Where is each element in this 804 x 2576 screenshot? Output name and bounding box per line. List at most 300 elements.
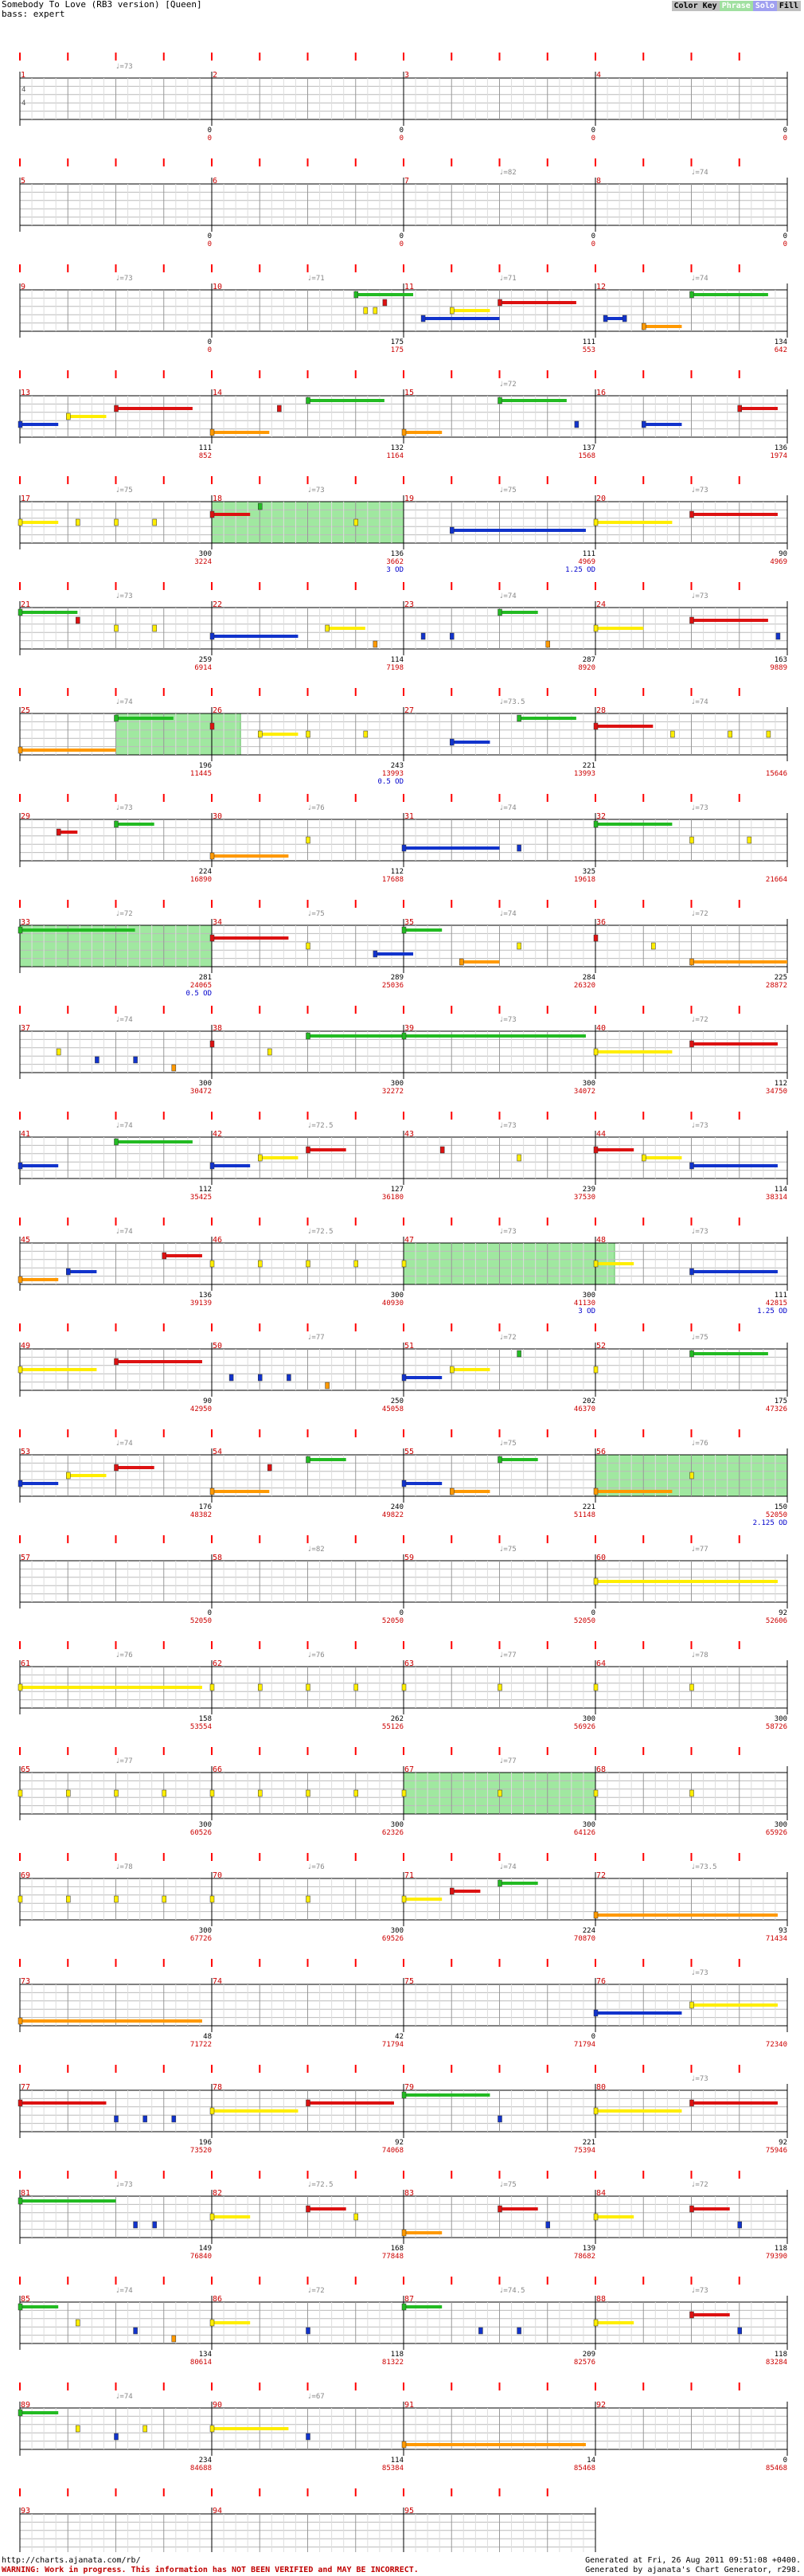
note-gem <box>728 731 732 737</box>
note-gem <box>450 1488 454 1495</box>
measure-note-score: 202 <box>582 1397 595 1405</box>
tempo-label: ♩=72 <box>499 381 517 389</box>
measure-note-score: 112 <box>198 1186 212 1194</box>
note-gem <box>18 1163 22 1169</box>
note-gem <box>402 1790 406 1796</box>
note-gem <box>210 511 214 518</box>
tempo-label: ♩=72 <box>307 2287 325 2295</box>
note-gem <box>210 2320 214 2326</box>
measure-note-score: 300 <box>582 1821 595 1829</box>
note-gem <box>402 429 406 436</box>
cumulative-score: 64126 <box>573 1829 595 1837</box>
note-gem <box>18 1480 22 1487</box>
note-gem <box>115 821 119 827</box>
note-sustain <box>327 627 365 630</box>
note-sustain <box>500 301 576 304</box>
tempo-label: ♩=74 <box>499 1863 517 1871</box>
note-gem <box>210 723 214 729</box>
cumulative-score: 77848 <box>381 2253 404 2261</box>
measure-note-score: 163 <box>774 656 787 664</box>
note-gem <box>575 421 579 428</box>
measure-note-score: 196 <box>198 2139 212 2147</box>
note-sustain <box>20 1164 58 1167</box>
chart-row <box>20 1006 787 1079</box>
cumulative-score: 0 <box>399 135 404 143</box>
measure-number: 22 <box>213 600 223 609</box>
footer-generator: Generated by ajanata's Chart Generator, r298. <box>585 2566 801 2574</box>
tempo-label: ♩=76 <box>115 1652 133 1659</box>
measure-note-score: 221 <box>582 2139 595 2147</box>
note-sustain <box>20 1368 96 1371</box>
cumulative-score: 52050 <box>381 1617 404 1625</box>
measure-note-score: 0 <box>783 2457 787 2465</box>
measure-number: 4 <box>596 71 602 80</box>
tempo-label: ♩=75 <box>499 487 517 494</box>
note-sustain <box>308 1034 404 1038</box>
note-gem <box>57 1049 60 1055</box>
cumulative-score: 0 <box>399 240 404 248</box>
chart-row <box>18 900 787 973</box>
cumulative-score: 75946 <box>765 2147 787 2155</box>
note-gem <box>690 1041 694 1047</box>
cumulative-score: 8920 <box>578 664 595 672</box>
measure-note-score: 127 <box>390 1186 404 1194</box>
measure-number: 53 <box>21 1448 31 1456</box>
note-gem <box>440 1147 444 1153</box>
cumulative-score: 79390 <box>765 2253 787 2261</box>
chart-row <box>20 264 787 338</box>
tempo-label: ♩=72.5 <box>307 2181 334 2189</box>
note-gem <box>115 1790 119 1796</box>
note-sustain <box>20 928 135 932</box>
note-sustain <box>595 2011 681 2015</box>
measure-note-score: 262 <box>390 1715 404 1723</box>
note-sustain <box>212 513 250 516</box>
measure-number: 49 <box>21 1342 31 1351</box>
cumulative-score: 72340 <box>765 2041 787 2049</box>
chart-row <box>20 158 787 232</box>
note-gem <box>402 2230 406 2236</box>
cumulative-score: 21664 <box>765 876 787 884</box>
note-gem <box>603 315 607 322</box>
measure-number: 68 <box>596 1765 607 1774</box>
note-gem <box>450 527 454 534</box>
measure-number: 3 <box>404 71 410 80</box>
note-gem <box>210 1684 214 1691</box>
note-sustain <box>404 2443 586 2446</box>
tempo-label: ♩=76 <box>307 1652 325 1659</box>
note-gem <box>258 503 262 510</box>
cumulative-score: 71794 <box>381 2041 404 2049</box>
tempo-label: ♩=74 <box>499 592 517 600</box>
measure-note-score: 114 <box>390 656 404 664</box>
note-gem <box>306 731 310 737</box>
note-gem <box>267 1049 271 1055</box>
cumulative-score: 81322 <box>381 2359 404 2367</box>
note-gem <box>18 747 22 753</box>
chart-row <box>18 476 787 549</box>
note-sustain <box>643 423 681 426</box>
measure-note-score: 239 <box>582 1186 595 1194</box>
measure-number: 70 <box>213 1871 223 1880</box>
note-gem <box>402 927 406 933</box>
measure-number: 82 <box>213 2189 223 2198</box>
tempo-label: ♩=76 <box>307 804 325 812</box>
note-gem <box>306 1261 310 1267</box>
chart-row <box>18 1747 787 1820</box>
measure-number: 8 <box>596 177 602 186</box>
measure-number: 54 <box>213 1448 223 1456</box>
measure-note-score: 93 <box>779 1927 787 1935</box>
note-sustain <box>595 1050 672 1053</box>
song-title: Somebody To Love (RB3 version) [Queen] <box>2 0 202 10</box>
measure-note-score: 118 <box>774 2245 787 2253</box>
measure-note-score: 111 <box>774 1292 787 1300</box>
cumulative-score: 16890 <box>189 876 212 884</box>
note-gem <box>594 2108 598 2114</box>
note-gem <box>18 927 22 933</box>
cumulative-score: 19618 <box>573 876 595 884</box>
measure-note-score: 139 <box>582 2245 595 2253</box>
measure-number: 31 <box>404 812 415 821</box>
measure-number: 62 <box>213 1659 223 1668</box>
measure-number: 21 <box>21 600 31 609</box>
measure-number: 5 <box>21 177 26 186</box>
note-gem <box>498 1684 502 1691</box>
note-gem <box>95 1057 99 1063</box>
cumulative-score: 52606 <box>765 1617 787 1625</box>
overdrive-label: 1.25 OD <box>565 566 595 574</box>
note-gem <box>517 715 521 721</box>
measure-note-score: 300 <box>198 1080 212 1088</box>
measure-note-score: 300 <box>774 1715 787 1723</box>
note-sustain <box>595 1913 778 1917</box>
cumulative-score: 58726 <box>765 1723 787 1731</box>
cumulative-score: 55126 <box>381 1723 404 1731</box>
note-gem <box>172 2116 176 2122</box>
measure-note-score: 325 <box>582 868 595 876</box>
note-sustain <box>356 293 413 296</box>
note-gem <box>162 1896 166 1902</box>
cumulative-score: 4969 <box>770 558 787 566</box>
note-gem <box>115 1139 119 1145</box>
cumulative-score: 38314 <box>765 1194 787 1202</box>
note-gem <box>143 2116 147 2122</box>
note-sustain <box>692 960 788 964</box>
tempo-label: ♩=73 <box>691 592 708 600</box>
chart-row <box>20 794 787 867</box>
footer-url[interactable]: http://charts.ajanata.com/rb/ <box>2 2556 141 2565</box>
tempo-label: ♩=77 <box>691 1546 708 1554</box>
note-gem <box>402 1684 406 1691</box>
tempo-label: ♩=73 <box>499 1122 517 1130</box>
measure-note-score: 149 <box>198 2245 212 2253</box>
measure-number: 83 <box>404 2189 415 2198</box>
note-sustain <box>58 831 77 834</box>
note-gem <box>450 307 454 314</box>
note-gem <box>66 1896 70 1902</box>
tempo-label: ♩=72 <box>115 910 133 918</box>
note-gem <box>18 2304 22 2310</box>
tempo-label: ♩=72 <box>691 910 708 918</box>
note-gem <box>134 1057 138 1063</box>
cumulative-score: 25036 <box>381 982 404 990</box>
measure-number: 65 <box>21 1765 31 1774</box>
cumulative-score: 26320 <box>573 982 595 990</box>
note-gem <box>517 845 521 851</box>
note-gem <box>421 633 425 639</box>
note-sustain <box>116 1140 193 1143</box>
note-gem <box>18 2100 22 2106</box>
chart-row <box>18 2383 787 2456</box>
note-gem <box>306 2100 310 2106</box>
note-gem <box>287 1374 291 1381</box>
note-gem <box>383 299 387 306</box>
measure-note-score: 112 <box>774 1080 787 1088</box>
note-sustain <box>308 399 384 402</box>
tempo-label: ♩=75 <box>307 910 325 918</box>
measure-number: 48 <box>596 1236 607 1245</box>
measure-note-score: 0 <box>591 2033 595 2041</box>
note-sustain <box>20 749 116 752</box>
measure-note-score: 196 <box>198 762 212 770</box>
note-sustain <box>116 1360 202 1363</box>
note-sustain <box>643 1156 681 1159</box>
color-key-solo: Solo <box>753 1 777 11</box>
cumulative-score: 32272 <box>381 1088 404 1096</box>
note-sustain <box>692 513 778 516</box>
note-gem <box>373 641 377 647</box>
cumulative-score: 65926 <box>765 1829 787 1837</box>
note-gem <box>594 2320 598 2326</box>
note-sustain <box>116 717 174 720</box>
note-sustain <box>260 1156 298 1159</box>
cumulative-score: 84688 <box>189 2465 212 2472</box>
note-gem <box>210 2108 214 2114</box>
note-gem <box>402 1374 406 1381</box>
note-sustain <box>116 1466 154 1469</box>
note-gem <box>517 1351 521 1357</box>
note-gem <box>670 731 674 737</box>
note-sustain <box>260 733 298 736</box>
measure-number: 7 <box>404 177 410 186</box>
cumulative-score: 45058 <box>381 1405 404 1413</box>
cumulative-score: 49822 <box>381 1511 404 1519</box>
difficulty-label: bass: expert <box>2 9 65 19</box>
note-gem <box>18 519 22 526</box>
note-gem <box>115 2116 119 2122</box>
note-gem <box>594 519 598 526</box>
tempo-label: ♩=67 <box>307 2393 325 2401</box>
note-gem <box>258 1261 262 1267</box>
note-gem <box>690 837 694 843</box>
footer-warning: WARNING: Work in progress. This information has NOT BEEN VERIFIED and MAY BE INCORRECT. <box>2 2566 419 2574</box>
cumulative-score: 1164 <box>386 452 404 460</box>
note-sustain <box>500 1882 538 1885</box>
measure-note-score: 134 <box>774 338 787 346</box>
note-sustain <box>451 741 490 744</box>
measure-number: 88 <box>596 2295 607 2304</box>
measure-note-score: 118 <box>390 2351 404 2359</box>
cumulative-score: 3662 <box>386 558 404 566</box>
cumulative-score: 53554 <box>189 1723 212 1731</box>
measure-number: 66 <box>213 1765 223 1774</box>
note-sustain <box>68 415 106 418</box>
note-gem <box>162 1790 166 1796</box>
measure-number: 64 <box>596 1659 607 1668</box>
cumulative-score: 51148 <box>573 1511 595 1519</box>
note-gem <box>402 1480 406 1487</box>
note-sustain <box>164 1254 202 1257</box>
chart-row <box>18 2065 787 2138</box>
note-gem <box>306 1033 310 1039</box>
tempo-label: ♩=73.5 <box>691 1863 717 1871</box>
note-gem <box>546 641 550 647</box>
measure-number: 10 <box>213 283 223 291</box>
measure-note-score: 176 <box>198 1503 212 1511</box>
measure-note-score: 175 <box>390 338 404 346</box>
measure-note-score: 234 <box>198 2457 212 2465</box>
cumulative-score: 70870 <box>573 1935 595 1943</box>
note-sustain <box>212 1164 250 1167</box>
measure-number: 29 <box>21 812 31 821</box>
note-gem <box>18 2198 22 2204</box>
note-gem <box>172 1065 176 1071</box>
measure-number: 46 <box>213 1236 223 1245</box>
note-gem <box>402 2304 406 2310</box>
note-gem <box>115 625 119 631</box>
overdrive-label: 0.5 OD <box>377 778 404 786</box>
color-key-phrase: Phrase <box>720 1 753 11</box>
measure-note-score: 132 <box>390 444 404 452</box>
note-sustain <box>595 823 672 826</box>
note-gem <box>402 2441 406 2448</box>
measure-number: 16 <box>596 389 607 397</box>
cumulative-score: 52050 <box>765 1511 787 1519</box>
note-gem <box>594 935 598 941</box>
cumulative-score: 67726 <box>189 1935 212 1943</box>
measure-number: 15 <box>404 389 415 397</box>
cumulative-score: 62326 <box>381 1829 404 1837</box>
note-gem <box>354 1684 358 1691</box>
tempo-label: ♩=76 <box>307 1863 325 1871</box>
note-sustain <box>595 1148 634 1151</box>
measure-note-score: 300 <box>390 1821 404 1829</box>
measure-note-score: 250 <box>390 1397 404 1405</box>
measure-number: 36 <box>596 918 607 927</box>
note-sustain <box>404 2231 442 2234</box>
cumulative-score: 74068 <box>381 2147 404 2155</box>
measure-note-score: 136 <box>390 550 404 558</box>
measure-number: 85 <box>21 2295 31 2304</box>
note-sustain <box>451 529 586 532</box>
note-sustain <box>20 2411 58 2414</box>
cumulative-score: 34072 <box>573 1088 595 1096</box>
note-sustain <box>212 2215 250 2218</box>
note-gem <box>498 397 502 404</box>
measure-note-score: 150 <box>774 1503 787 1511</box>
tempo-label: ♩=74 <box>115 2287 133 2295</box>
chart-row <box>18 2277 787 2350</box>
note-gem <box>690 1684 694 1691</box>
overdrive-label: 0.5 OD <box>185 990 212 998</box>
note-sustain <box>20 521 58 524</box>
note-sustain <box>692 1164 778 1167</box>
note-gem <box>354 291 358 298</box>
note-gem <box>306 1896 310 1902</box>
note-gem <box>738 405 742 412</box>
note-gem <box>258 1684 262 1691</box>
note-gem <box>306 943 310 949</box>
tempo-label: ♩=73.5 <box>499 698 525 706</box>
cumulative-score: 4969 <box>578 558 595 566</box>
note-sustain <box>20 2305 58 2308</box>
note-gem <box>210 2214 214 2220</box>
measure-number: 90 <box>213 2401 223 2410</box>
measure-note-score: 0 <box>399 127 404 135</box>
measure-number: 71 <box>404 1871 415 1880</box>
note-gem <box>115 1358 119 1365</box>
note-gem <box>354 1790 358 1796</box>
measure-note-score: 134 <box>198 2351 212 2359</box>
tempo-label: ♩=73 <box>691 2287 708 2295</box>
tempo-label: ♩=73 <box>499 1016 517 1024</box>
measure-number: 41 <box>21 1130 31 1139</box>
cumulative-score: 82576 <box>573 2359 595 2367</box>
measure-note-score: 0 <box>783 233 787 240</box>
note-gem <box>18 1896 22 1902</box>
note-gem <box>594 1684 598 1691</box>
note-sustain <box>404 2093 490 2097</box>
note-gem <box>517 2328 521 2334</box>
cumulative-score: 83284 <box>765 2359 787 2367</box>
measure-number: 28 <box>596 706 607 715</box>
overdrive-label: 1.25 OD <box>757 1308 787 1315</box>
note-gem <box>306 1684 310 1691</box>
note-gem <box>210 1261 214 1267</box>
measure-note-score: 300 <box>774 1821 787 1829</box>
chart-row <box>18 1429 787 1503</box>
tempo-label: ♩=74 <box>115 2393 133 2401</box>
note-gem <box>373 307 377 314</box>
measure-number: 57 <box>21 1554 31 1562</box>
measure-note-score: 300 <box>198 1927 212 1935</box>
note-gem <box>306 1147 310 1153</box>
note-gem <box>153 625 157 631</box>
note-gem <box>210 633 214 639</box>
cumulative-score: 40930 <box>381 1300 404 1308</box>
note-sustain <box>692 2313 730 2316</box>
note-gem <box>651 943 655 949</box>
note-gem <box>306 2328 310 2334</box>
note-sustain <box>404 928 442 932</box>
cumulative-score: 642 <box>774 346 787 354</box>
note-gem <box>364 307 368 314</box>
tempo-label: ♩=82 <box>499 169 517 177</box>
measure-number: 56 <box>596 1448 607 1456</box>
measure-note-score: 300 <box>582 1292 595 1300</box>
measure-number: 59 <box>404 1554 415 1562</box>
measure-note-score: 168 <box>390 2245 404 2253</box>
cumulative-score: 56926 <box>573 1723 595 1731</box>
note-sustain <box>212 2427 288 2430</box>
measure-number: 17 <box>21 494 31 503</box>
note-sustain <box>740 407 778 410</box>
note-gem <box>594 1488 598 1495</box>
note-gem <box>210 853 214 859</box>
note-sustain <box>20 611 77 614</box>
note-sustain <box>308 1148 346 1151</box>
